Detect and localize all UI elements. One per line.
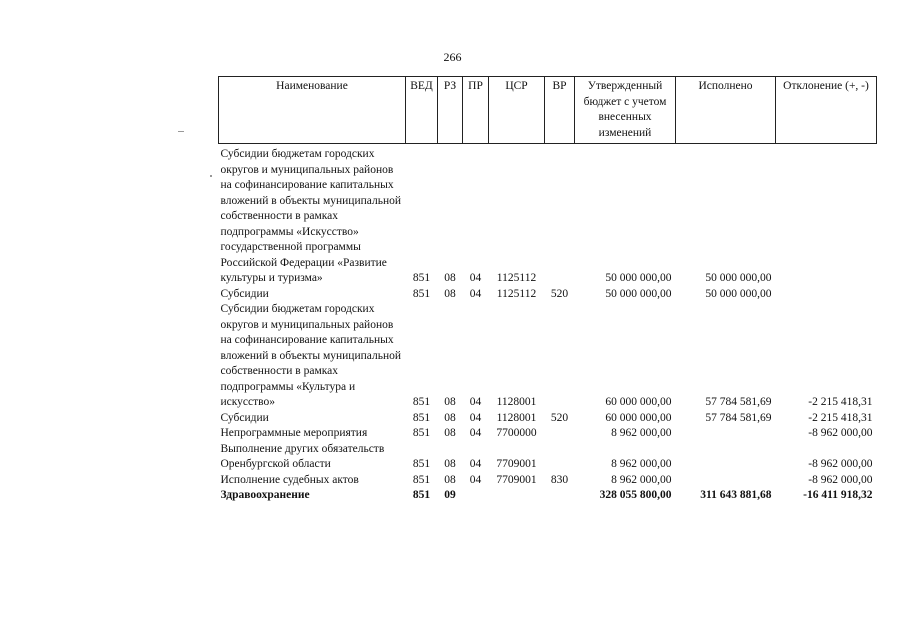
page-number: 266 xyxy=(443,50,462,64)
row-approved: 8 962 000,00 xyxy=(611,427,672,439)
row-vr xyxy=(545,442,575,473)
row-executed: 57 784 581,69 xyxy=(705,396,772,408)
header-name: Наименование xyxy=(219,77,406,144)
row-csr: 7709001 xyxy=(496,473,537,486)
row-approved: 50 000 000,00 xyxy=(605,287,672,300)
header-deviation: Отклонение (+, -) xyxy=(776,77,877,144)
row-rz: 08 xyxy=(444,473,456,486)
row-pr: 04 xyxy=(469,272,482,284)
row-deviation: -8 962 000,00 xyxy=(808,427,873,439)
row-approved: 60 000 000,00 xyxy=(605,411,672,424)
row-csr: 7700000 xyxy=(496,427,537,439)
header-ved: ВЕД xyxy=(406,77,438,144)
table-row xyxy=(219,144,877,287)
scan-mark xyxy=(178,131,184,132)
row-approved: 8 962 000,00 xyxy=(611,458,672,470)
row-executed: 311 643 881,68 xyxy=(700,489,772,501)
row-rz: 08 xyxy=(444,287,456,300)
row-executed: 57 784 581,69 xyxy=(705,411,772,424)
row-rz: 09 xyxy=(444,489,456,501)
table-row xyxy=(219,473,877,489)
row-vr: 520 xyxy=(550,287,569,300)
row-deviation: -2 215 418,31 xyxy=(808,396,873,408)
row-name: Здравоохранение xyxy=(220,489,310,501)
row-ved: 851 xyxy=(412,396,431,408)
row-rz: 08 xyxy=(444,411,456,424)
row-name: Субсидии xyxy=(220,287,269,300)
row-vr: 520 xyxy=(550,411,569,424)
row-ved: 851 xyxy=(412,411,431,424)
header-vr: ВР xyxy=(545,77,575,144)
row-rz: 08 xyxy=(444,272,456,284)
row-vr xyxy=(545,488,575,504)
row-pr: 04 xyxy=(469,411,482,424)
scan-dot xyxy=(210,175,212,177)
row-approved: 8 962 000,00 xyxy=(611,473,672,486)
row-vr: 830 xyxy=(550,473,569,486)
row-csr: 1128001 xyxy=(496,411,537,424)
table-row xyxy=(219,302,877,411)
row-approved: 328 055 800,00 xyxy=(599,489,672,501)
table-row-total xyxy=(219,488,877,504)
row-ved: 851 xyxy=(412,489,431,501)
row-deviation: -8 962 000,00 xyxy=(808,473,873,486)
row-csr: 1125112 xyxy=(496,272,537,284)
row-pr: 04 xyxy=(469,287,482,300)
row-approved: 60 000 000,00 xyxy=(605,396,672,408)
row-pr: 04 xyxy=(469,458,482,470)
row-csr: 1125112 xyxy=(496,287,537,300)
header-rz: РЗ xyxy=(438,77,463,144)
row-ved: 851 xyxy=(412,473,431,486)
row-approved: 50 000 000,00 xyxy=(605,272,672,284)
row-pr: 04 xyxy=(469,427,482,439)
row-name: Субсидии бюджетам городских округов и муниципальных районов на софинансирование капитальных вложений в объекты муниципальной собственности в рамках подпрограммы «Искусство» государственной программы Российской Федерации «Развитие культуры и туризма» xyxy=(220,148,401,284)
row-pr: 04 xyxy=(469,396,482,408)
row-ved: 851 xyxy=(412,272,431,284)
row-name: Субсидии бюджетам городских округов и муниципальных районов на софинансирование капитальных вложений в объекты муниципальной собственности в рамках подпрограммы «Культура и искусство» xyxy=(220,303,401,408)
row-ved: 851 xyxy=(412,458,431,470)
table-header-row xyxy=(219,77,877,144)
header-executed: Исполнено xyxy=(676,77,776,144)
row-executed: 50 000 000,00 xyxy=(705,287,772,300)
row-pr: 04 xyxy=(469,473,482,486)
row-ved: 851 xyxy=(412,427,431,439)
row-csr: 1128001 xyxy=(496,396,537,408)
row-pr xyxy=(463,488,489,504)
row-csr: 7709001 xyxy=(496,458,537,470)
row-name: Выполнение других обязательств Оренбургской области xyxy=(220,442,385,470)
table-row xyxy=(219,411,877,427)
header-csr: ЦСР xyxy=(489,77,545,144)
header-pr: ПР xyxy=(463,77,489,144)
row-rz: 08 xyxy=(444,427,456,439)
row-name: Субсидии xyxy=(220,411,269,424)
header-approved: Утвержденный бюджет с учетом внесенных изменений xyxy=(575,77,676,144)
table-row xyxy=(219,426,877,442)
row-rz: 08 xyxy=(444,458,456,470)
table-row xyxy=(219,287,877,303)
row-deviation xyxy=(776,144,877,287)
row-deviation xyxy=(776,287,877,303)
budget-table xyxy=(218,76,877,504)
row-deviation: -8 962 000,00 xyxy=(808,458,873,470)
row-name: Исполнение судебных актов xyxy=(220,473,359,486)
row-executed: 50 000 000,00 xyxy=(705,272,772,284)
row-executed xyxy=(676,442,776,473)
row-executed xyxy=(676,426,776,442)
table-row xyxy=(219,442,877,473)
row-deviation: -16 411 918,32 xyxy=(803,489,873,501)
row-vr xyxy=(545,302,575,411)
row-executed xyxy=(676,473,776,489)
row-csr xyxy=(489,488,545,504)
row-rz: 08 xyxy=(444,396,456,408)
row-ved: 851 xyxy=(412,287,431,300)
row-vr xyxy=(545,144,575,287)
row-vr xyxy=(545,426,575,442)
row-deviation: -2 215 418,31 xyxy=(808,411,873,424)
row-name: Непрограммные мероприятия xyxy=(220,427,368,439)
